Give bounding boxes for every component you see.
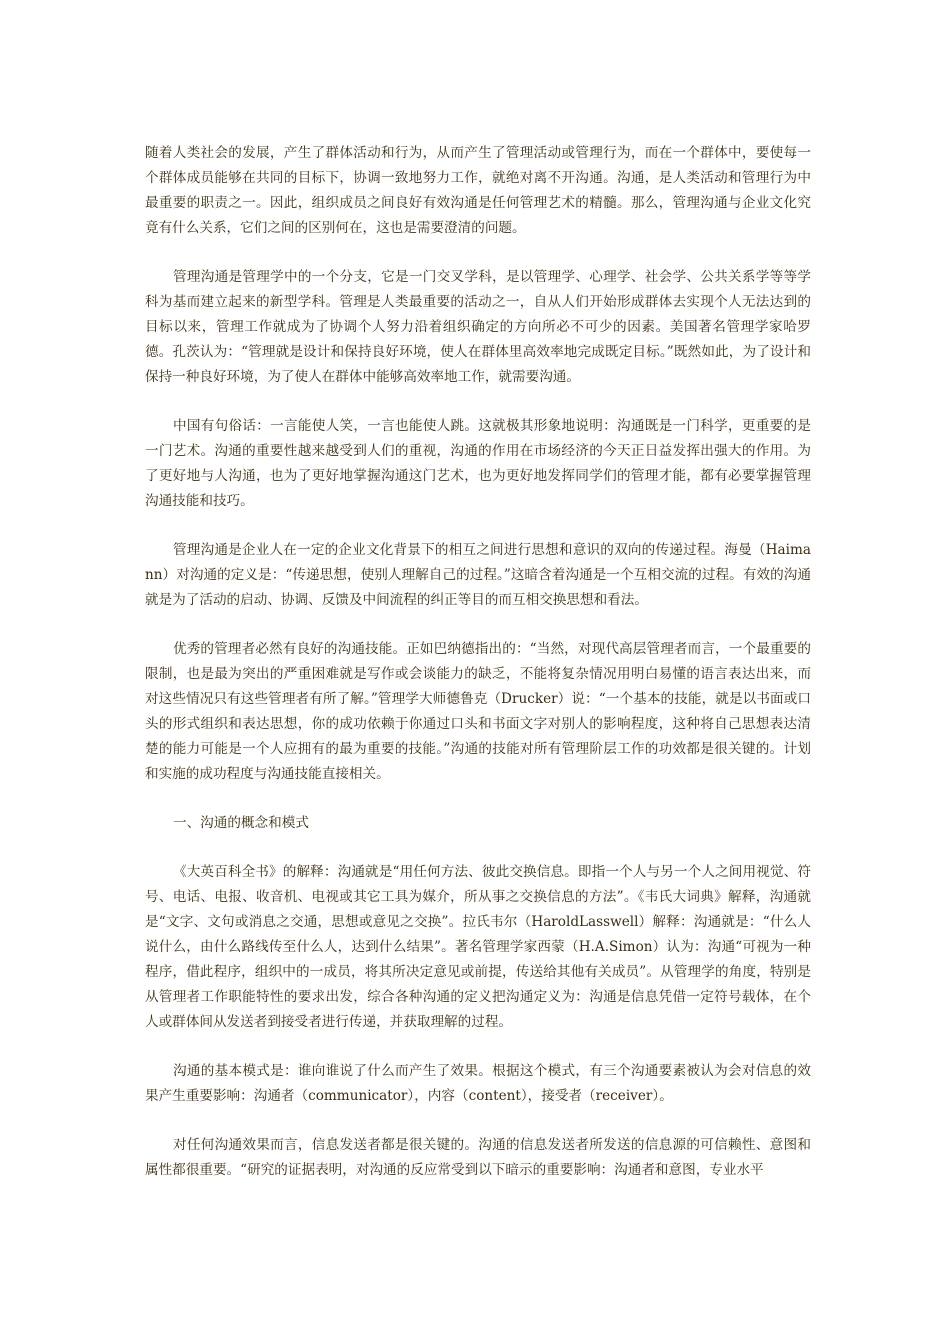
- paragraph-haimann-definition: 管理沟通是企业人在一定的企业文化背景下的相互之间进行思想和意识的双向的传递过程。海曼（Haimann）对沟通的定义是：“传递思想，使别人理解自己的过程。”这暗含着沟通是一个互相交流的过程。有效的沟通就是为了活动的启动、协调、反馈及中间流程的纠正等目的而互相交换思想和看法。: [145, 542, 811, 608]
- section-heading: 一、沟通的概念和模式: [173, 815, 309, 831]
- paragraph-sender: 对任何沟通效果而言，信息发送者都是很关键的。沟通的信息发送者所发送的信息源的可信赖性、意图和属性都很重要。“研究的证据表明，对沟通的反应常受到以下暗示的重要影响：沟通者和意图，专业水平: [145, 1137, 811, 1178]
- document-body: [145, 141, 811, 1207]
- paragraph-basic-model: 沟通的基本模式是：谁向谁说了什么而产生了效果。根据这个模式，有三个沟通要素被认为会对信息的效果产生重要影响：沟通者（communicator），内容（content），接受者（receiver）。: [145, 1063, 811, 1104]
- paragraph-management-communication: 管理沟通是管理学中的一个分支，它是一门交叉学科，是以管理学、心理学、社会学、公共关系学等等学科为基而建立起来的新型学科。管理是人类最重要的活动之一，自从人们开始形成群体去实现个人无法达到的目标以来，管理工作就成为了协调个人努力沿着组织确定的方向所必不可少的因素。美国著名管理学家哈罗德。孔茨认为：“管理就是设计和保持良好环境，使人在群体里高效率地完成既定目标。”既然如此，为了设计和保持一种良好环境，为了使人在群体中能够高效率地工作，就需要沟通。: [145, 269, 811, 385]
- paragraph-intro: 随着人类社会的发展，产生了群体活动和行为，从而产生了管理活动或管理行为，而在一个群体中，要使每一个群体成员能够在共同的目标下，协调一致地努力工作，就绝对离不开沟通。沟通，是人类活动和管理行为中最重要的职责之一。因此，组织成员之间良好有效沟通是任何管理艺术的精髓。那么，管理沟通与企业文化究竟有什么关系，它们之间的区别何在，这也是需要澄清的问题。: [145, 145, 811, 236]
- paragraph-proverb: 中国有句俗话：一言能使人笑，一言也能使人跳。这就极其形象地说明：沟通既是一门科学，更重要的是一门艺术。沟通的重要性越来越受到人们的重视，沟通的作用在市场经济的今天正日益发挥出强大的作用。为了更好地与人沟通，也为了更好地掌握沟通这门艺术，也为更好地发挥同学们的管理才能，都有必要掌握管理沟通技能和技巧。: [145, 418, 811, 509]
- paragraph-definitions: 《大英百科全书》的解释：沟通就是“用任何方法、彼此交换信息。即指一个人与另一个人之间用视觉、符号、电话、电报、收音机、电视或其它工具为媒介，所从事之交换信息的方法”。《韦氏大词典》解释，沟通就是“文字、文句或消息之交通，思想或意见之交换”。拉氏韦尔（HaroldLasswell）解释：沟通就是：“什么人说什么，由什么路线传至什么人，达到什么结果”。著名管理学家西蒙（H.A.Simon）认为：沟通“可视为一种程序，借此程序，组织中的一成员，将其所决定意见或前提，传送给其他有关成员”。从管理学的角度，特别是从管理者工作职能特性的要求出发，综合各种沟通的定义把沟通定义为：沟通是信息凭借一定符号载体，在个人或群体间从发送者到接受者进行传递，并获取理解的过程。: [145, 864, 811, 1030]
- paragraph-manager-skills: 优秀的管理者必然有良好的沟通技能。正如巴纳德指出的：“当然，对现代高层管理者而言，一个最重要的限制，也是最为突出的严重困难就是写作或会谈能力的缺乏，不能将复杂情况用明白易懂的语言表达出来，而对这些情况只有这些管理者有所了解。”管理学大师德鲁克（Drucker）说：“一个基本的技能，就是以书面或口头的形式组织和表达思想，你的成功依赖于你通过口头和书面文字对别人的影响程度，这种将自己思想表达清楚的能力可能是一个人应拥有的最为重要的技能。”沟通的技能对所有管理阶层工作的功效都是很关键的。计划和实施的成功程度与沟通技能直接相关。: [145, 641, 811, 782]
